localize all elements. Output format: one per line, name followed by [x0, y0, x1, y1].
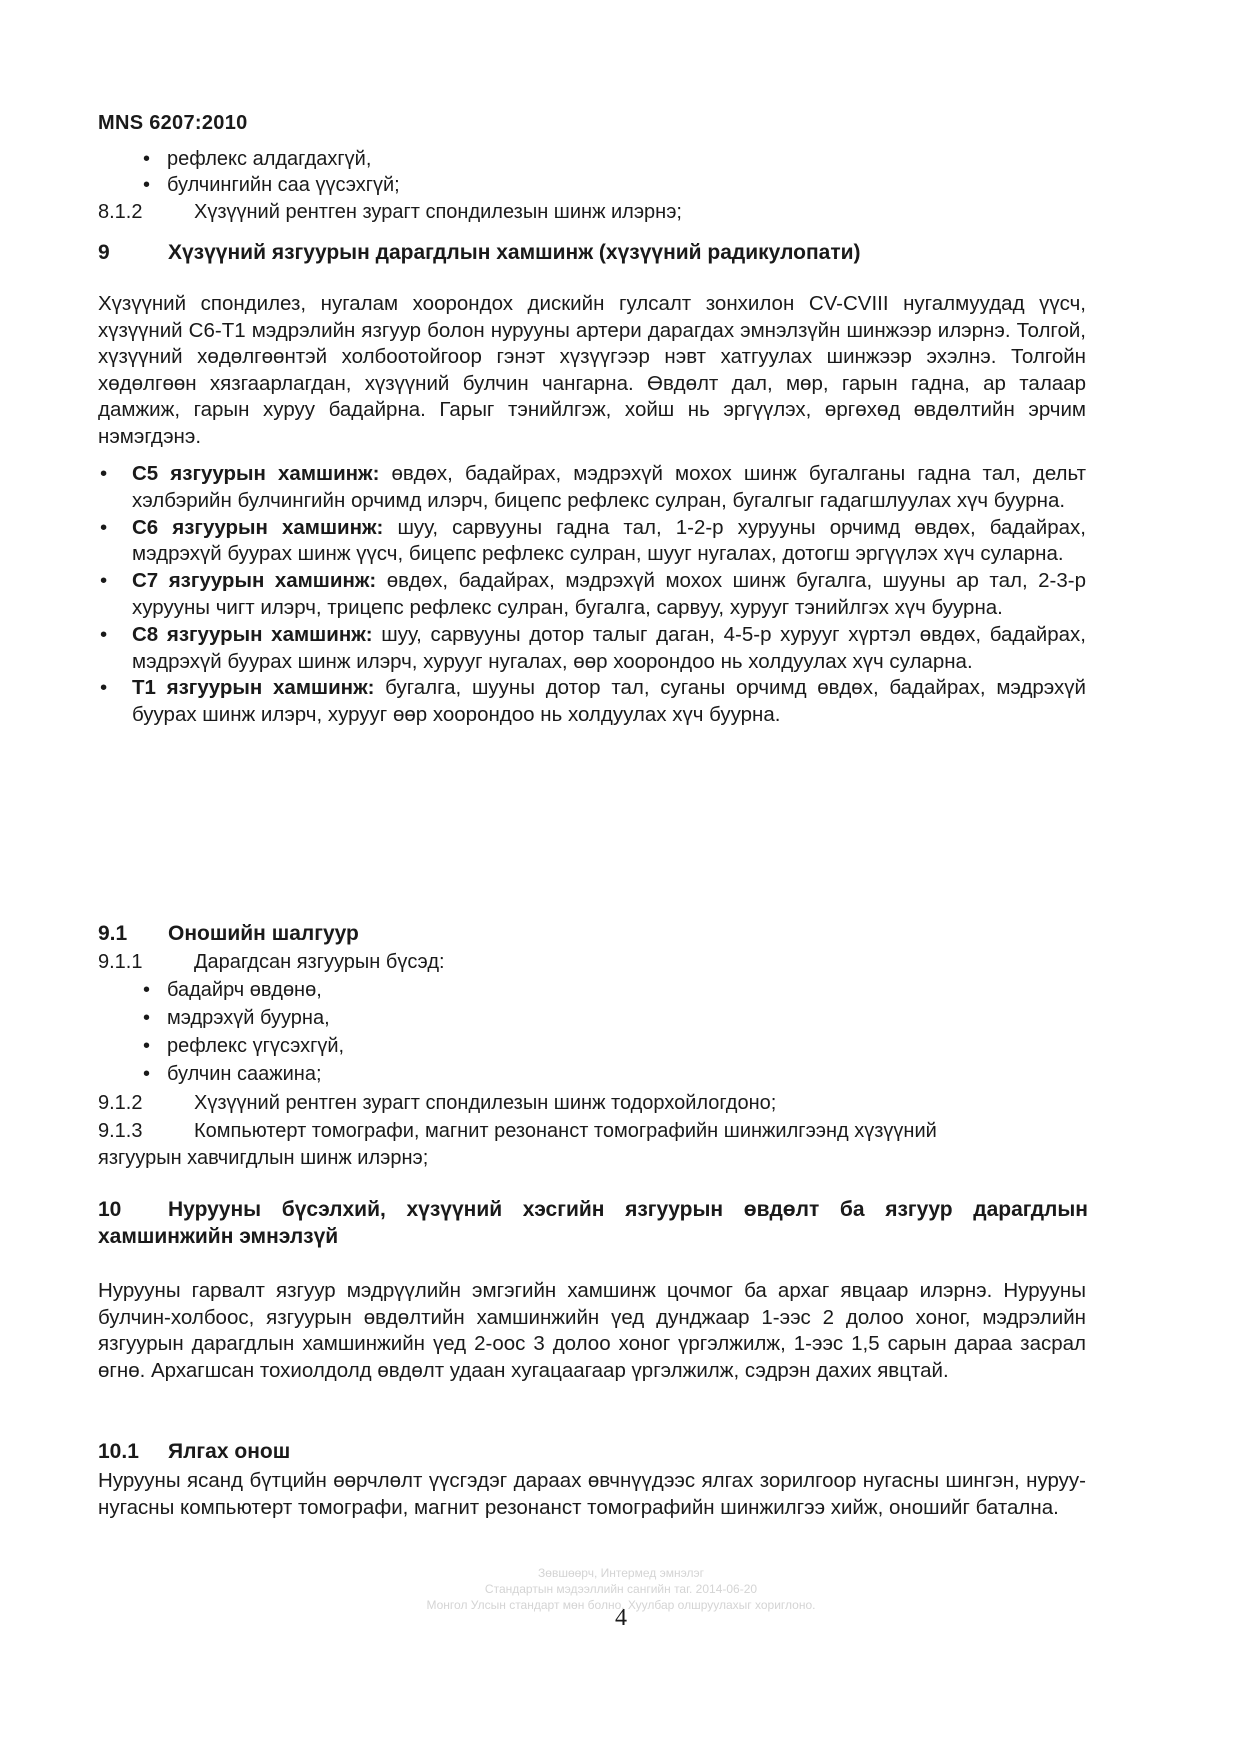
section-10-paragraph: Нурууны гарвалт язгуур мэдрүүлийн эмгэгийн хамшинж цочмог ба архаг явцаар илэрнэ. Нурууны булчин-холбоос, язгуурын өвдөлтийн хамшинжийн үед дунджаар 1-ээс 2 долоо хоног, мэдрэлийн язгуурын дарагдлын хамшинжийн үед 2-оос 3 долоо хоног үргэлжилж, 1-ээс 1,5 сарын дараа засрал өгнө. Архагшсан тохиолдолд өвдөлт удаан хугацаагаар үргэлжилж, сэдрэн дахих явцтай.: [98, 1279, 1086, 1382]
list-item: • C8 язгуурын хамшинж: шуу, сарвууны дотор талыг даган, 4-5-р хурууг хүртэл өвдөх, бадайрах, мэдрэхүй буурах шинж илэрч, хурууг нугалах, өөр хоорондоо нь холдуулах хүч суларна.: [100, 622, 1086, 673]
watermark-line: Зөвшөөрч, Интермед эмнэлэг: [538, 1566, 704, 1580]
document-code: MNS 6207:2010: [98, 112, 248, 134]
list-item: • C7 язгуурын хамшинж: өвдөх, бадайрах, мэдрэхүй мохох шинж бугалга, шууны ар тал, 2-3-р хурууны чигт илэрч, трицепс рефлекс сулран, бугалга, сарвуу, хурууг тэнийлгэх хүч буурна.: [100, 569, 1086, 619]
bullet-icon: •: [143, 1035, 151, 1057]
bullet-icon: •: [100, 569, 108, 593]
bullet-icon: •: [100, 462, 108, 485]
page-number: 4: [615, 1605, 627, 1631]
document-page: MNS 6207:2010 • рефлекс алдагдахгүй, • булчингийн саа үүсэхгүй; 8.1.2 Хүзүүний рентген зурагт спондилезын шинж илэрнэ; 9 Хүзүүний язгуурын дарагдлын хамшинж (хүзүүний радикулопати) Хүзүүний спондилез, нугалам хоорондох дискийн гулсалт зонхилон CV-CVIII нугалмуудад үүсч, хүзүүний C6-T1 мэдрэлийн язгуур болон нурууны артери дарагдах эмнэлзүйн шинжээр илэрнэ. Толгой, хүзүүний хөдөлгөөнтэй холбоотойгоор гэнэт хүзүүгээр нэвт хатгуулах шинжээр эхэлнэ. Толгойн хөдөлгөөн хязгаарлагдан, хүзүүний булчин чангарна. Өвдөлт дал, мөр, гарын гадна, ар талаар дамжиж, гарын хуруу бадайрна. Гарыг тэнийлгэж, хойш нь эргүүлэх, өргөхөд өвдөлтийн эрчим нэмэгдэнэ. • C5 язгуурын хамшинж: өвдөх, бадайрах, мэдрэхүй мохох шинж бугалганы гадна тал, дельт хэлбэрийн булчингийн орчимд илэрч, бицепс рефлекс сулран, бугалгыг гадагшлуулах хүч буурна. • C6 язгуурын хамшинж: шуу, сарвууны гадна тал, 1-2-р хурууны орчимд өвдөх, бадайрах, мэдрэхүй буурах шинж үүсч, бицепс рефлекс сулран, шууг нугалах, дотогш эргүүлэх хүч суларна. • C7 язгуурын хамшинж: өвдөх, бадайрах, мэдрэхүй мохох шинж бугалга, шууны ар тал, 2-3-р хурууны чигт илэрч, трицепс рефлекс сулран, бугалга, сарвуу, хурууг тэнийлгэх хүч буурна. • C8 язгуурын хамшинж: шуу, сарвууны дотор талыг даган, 4-5-р хурууг хүртэл өвдөх, бадайрах, мэдрэхүй буурах шинж илэрч, хурууг нугалах, өөр хоорондоо нь холдуулах хүч суларна. • T1 язгуурын хамшинж: бугалга, шууны дотор тал, суганы орчимд өвдөх, бадайрах, мэдрэхүй буурах шинж илэрч, хурууг өөр хоорондоо нь холдуулах хүч буурна. 9.1 Оношийн шалгуур 9.1.1 Дарагдсан язгуурын бүсэд: • бадайрч өвдөнө, • мэдрэхүй буурна, • рефлекс үгүсэхгүй, • булчин саажина; 9.1.2 Хүзүүний рентген зурагт спондилезын шинж тодорхойлогдоно; 9.1.3 Компьютерт томографи, магнит резонанст томографийн шинжилгээнд хүзүүний язгуурын хавчигдлын шинж илэрнэ; 10 Нурууны бүсэлхий, хүзүүний хэсгийн язгуурын өвдөлт ба язгуур дарагдлын хамшинжийн эмнэлзүй Нурууны гарвалт язгуур мэдрүүлийн эмгэгийн хамшинж цочмог ба архаг явцаар илэрнэ. Нурууны булчин-холбоос, язгуурын өвдөлтийн хамшинжийн үед дунджаар 1-ээс 2 долоо хоног, мэдрэлийн язгуурын дарагдлын хамшинжийн үед 2-оос 3 долоо хоног үргэлжилж, 1-ээс 1,5 сарын дараа засрал өгнө. Архагшсан тохиолдолд өвдөлт удаан хугацаагаар үргэлжилж, сэдрэн дахих явцтай. 10.1 Ялгах онош Нурууны ясанд бүтцийн өөрчлөлт үүсгэдэг дараах өвчнүүдээс ялгах зорилгоор нугасны шингэн, нуруу-нугасны компьютерт томографи, магнит резонанст томографийн шинжилгээ хийж, оношийг батална. Зөвшөөрч, Интермед эмнэлэг Стандартын мэдээллийн сангийн таг. 2014-06-20 Монгол Улсын стандарт мөн болно. Хуулбар олшруулахыг хориглоно. 4: [0, 0, 1242, 1755]
bullet-icon: •: [100, 622, 108, 646]
list-item: • C6 язгуурын хамшинж: шуу, сарвууны гадна тал, 1-2-р хурууны орчимд өвдөх, бадайрах, мэдрэхүй буурах шинж үүсч, бицепс рефлекс сулран, шууг нугалах, дотогш эргүүлэх хүч суларна.: [100, 515, 1086, 566]
clause-9-1-3-continued: язгуурын хавчигдлын шинж илэрнэ;: [98, 1147, 429, 1169]
bullet-icon: •: [100, 676, 108, 700]
list-item: • T1 язгуурын хамшинж: бугалга, шууны дотор тал, суганы орчимд өвдөх, бадайрах, мэдрэхүй буурах шинж илэрч, хурууг өөр хоорондоо нь холдуулах хүч буурна.: [100, 676, 1086, 727]
list-item: • C5 язгуурын хамшинж: өвдөх, бадайрах, мэдрэхүй мохох шинж бугалганы гадна тал, дельт хэлбэрийн булчингийн орчимд илэрч, бицепс рефлекс сулран, бугалгыг гадагшлуулах хүч буурна.: [100, 462, 1086, 512]
section-9-paragraph: Хүзүүний спондилез, нугалам хоорондох дискийн гулсалт зонхилон CV-CVIII нугалмуудад үүсч, хүзүүний C6-T1 мэдрэлийн язгуур болон нурууны артери дарагдах эмнэлзүйн шинжээр илэрнэ. Толгой, хүзүүний хөдөлгөөнтэй холбоотойгоор гэнэт хүзүүгээр нэвт хатгуулах шинжээр эхэлнэ. Толгойн хөдөлгөөн хязгаарлагдан, хүзүүний булчин чангарна. Өвдөлт дал, мөр, гарын гадна, ар талаар дамжиж, гарын хуруу бадайрна. Гарыг тэнийлгэж, хойш нь эргүүлэх, өргөхөд өвдөлтийн эрчим нэмэгдэнэ.: [98, 292, 1086, 448]
section-10-1-paragraph: Нурууны ясанд бүтцийн өөрчлөлт үүсгэдэг дараах өвчнүүдээс ялгах зорилгоор нугасны шингэн, нуруу-нугасны компьютерт томографи, магнит резонанст томографийн шинжилгээ хийж, оношийг батална.: [98, 1469, 1086, 1519]
watermark-line: Монгол Улсын стандарт мөн болно. Хуулбар олшруулахыг хориглоно.: [426, 1598, 816, 1612]
bullet-icon: •: [100, 515, 108, 539]
bullet-icon: •: [143, 979, 151, 1001]
watermark-line: Стандартын мэдээллийн сангийн таг. 2014-06-20: [484, 1582, 758, 1596]
root-syndrome-list: [98, 461, 1086, 729]
bullet-icon: •: [143, 1007, 151, 1029]
bullet-icon: •: [143, 148, 151, 170]
bullet-icon: •: [143, 1063, 151, 1085]
section-10-heading: 10 Нурууны бүсэлхий, хүзүүний хэсгийн язгуурын өвдөлт ба язгуур дарагдлын хамшинжийн эмнэлзүй: [98, 1198, 1088, 1248]
bullet-icon: •: [143, 174, 151, 196]
